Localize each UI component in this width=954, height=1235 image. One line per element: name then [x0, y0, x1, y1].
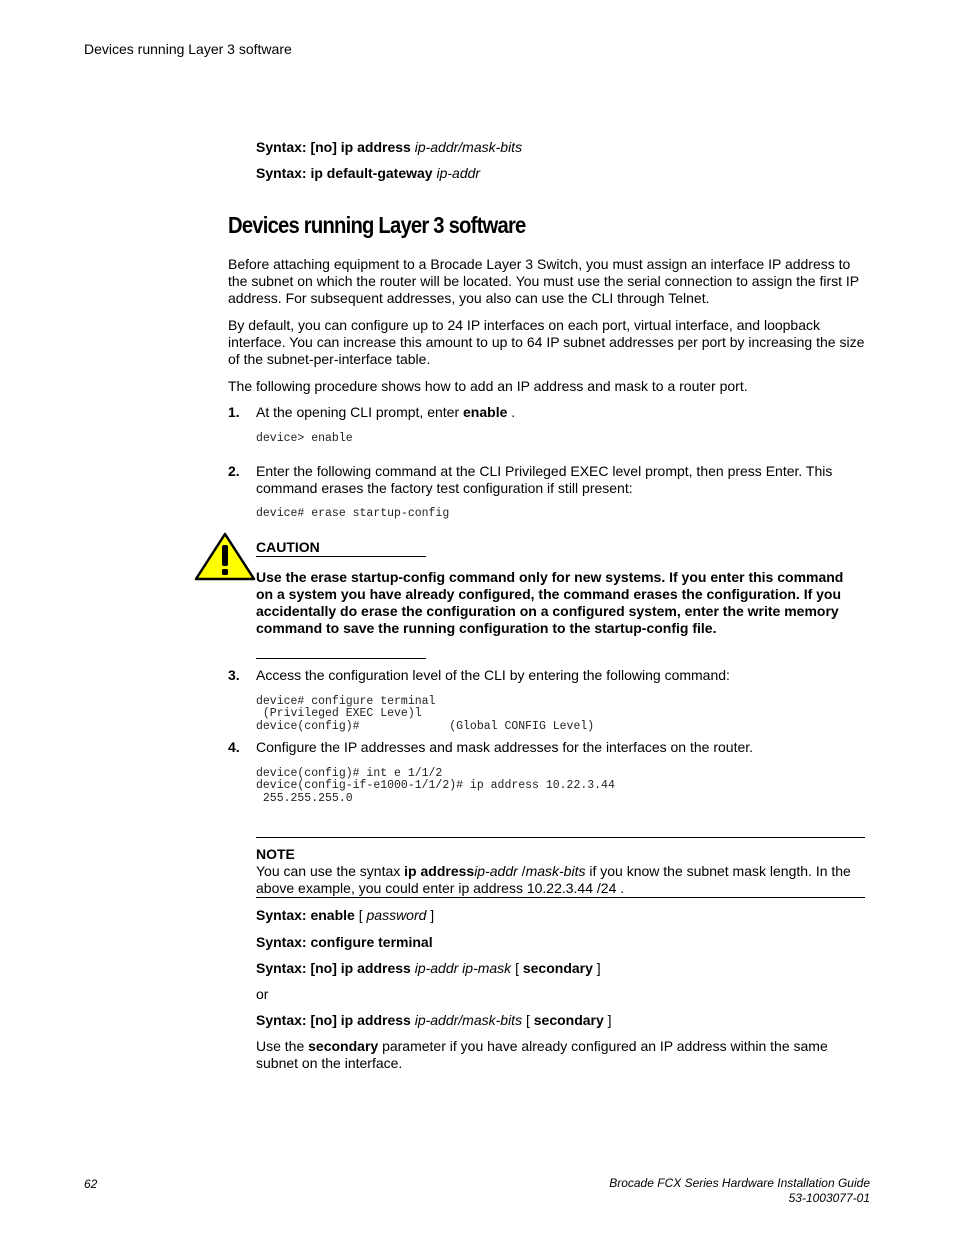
footer-doc-info — [609, 1176, 870, 1206]
intro-paragraph-1: Before attaching equipment to a Brocade Layer 3 Switch, you must assign an interface IP address to the subnet on which the router will be located. You must use the serial connection to assign the first IP address. For subsequent addresses, you also can use the CLI through Telnet. — [228, 256, 859, 306]
para-keyword: secondary — [308, 1038, 379, 1054]
para-text: parameter if you have already configured an IP address within the same subnet on the interface. — [256, 1038, 828, 1071]
running-head: Devices running Layer 3 software — [84, 41, 292, 57]
note-bottom-rule — [256, 897, 865, 898]
syntax-param: password — [366, 907, 427, 923]
step-number: 2. — [228, 463, 240, 479]
intro-paragraph-2: By default, you can configure up to 24 IP interfaces on each port, virtual interface, and loopback interface. You can increase this amount to up to 64 IP subnet addresses per port by increasing the size of the subnet-per-interface table. — [228, 317, 865, 367]
syntax-param: ip-addr/mask-bits — [414, 1012, 523, 1028]
caution-body: Use the erase startup-config command only for new systems. If you enter this command on a system you have already configured, the command erases the configuration. If you accidentally do erase the configuration on a configured system, enter the write memory command to save the running configuration to the startup-config file. — [256, 569, 844, 636]
syntax-param: ip-addr — [436, 165, 481, 181]
syntax-keyword: secondary — [522, 960, 593, 976]
syntax-keyword: Syntax: [no] ip address — [256, 1012, 415, 1028]
caution-bottom-rule — [256, 658, 426, 659]
syntax-line-enable — [256, 907, 434, 924]
step-1-text — [256, 404, 856, 421]
syntax-keyword: Syntax: ip default-gateway — [256, 165, 437, 181]
note-text: You can use the syntax — [256, 863, 405, 879]
step-number: 3. — [228, 667, 240, 683]
step-text-part: At the opening CLI prompt, enter — [256, 404, 464, 420]
syntax-bracket: ] — [592, 960, 601, 976]
syntax-bracket: [ — [511, 960, 523, 976]
footer-doc-number: 53-1003077-01 — [788, 1191, 870, 1205]
intro-paragraph-3: The following procedure shows how to add an IP address and mask to a router port. — [228, 378, 748, 394]
code-block-step-4: device(config)# int e 1/1/2 device(config-if-e1000-1/1/2)# ip address 10.22.3.44 255.255.255.0 — [256, 767, 615, 805]
secondary-parameter-paragraph — [256, 1038, 856, 1072]
syntax-keyword: Syntax: enable — [256, 907, 355, 923]
caution-title: CAUTION — [256, 539, 320, 555]
syntax-keyword: Syntax: [no] ip address — [256, 960, 415, 976]
syntax-keyword: secondary — [533, 1012, 604, 1028]
code-block-step-2: device# erase startup-config — [256, 507, 450, 520]
code-block-step-3: device# configure terminal (Privileged EXEC Leve)l device(config)# (Global CONFIG Level) — [256, 695, 595, 733]
syntax-line-ip-address-mask — [256, 960, 601, 977]
step-3-text: Access the configuration level of the CLI by entering the following command: — [256, 667, 730, 683]
step-4-text: Configure the IP addresses and mask addresses for the interfaces on the router. — [256, 739, 754, 755]
warning-triangle-icon — [193, 531, 257, 581]
or-text: or — [256, 986, 269, 1002]
syntax-keyword: Syntax: [no] ip address — [256, 139, 415, 155]
syntax-bracket: [ — [354, 907, 367, 923]
syntax-bracket: ] — [603, 1012, 612, 1028]
step-command: enable — [463, 404, 508, 420]
syntax-line-ip-address-bits — [256, 1012, 612, 1029]
syntax-keyword: Syntax: configure terminal — [256, 934, 433, 950]
note-title: NOTE — [256, 846, 295, 862]
step-number: 4. — [228, 739, 240, 755]
footer-doc-title: Brocade FCX Series Hardware Installation Guide — [609, 1176, 870, 1190]
note-param: mask-bits — [525, 863, 586, 879]
note-text: / — [517, 863, 526, 879]
syntax-line-default-gateway — [256, 165, 480, 182]
syntax-line-ip-address — [256, 139, 522, 156]
note-body — [256, 863, 861, 897]
code-block-step-1: device> enable — [256, 432, 353, 445]
syntax-bracket: [ — [522, 1012, 534, 1028]
step-text-part: . — [507, 404, 516, 420]
step-2-text: Enter the following command at the CLI Privileged EXEC level prompt, then press Enter. This command erases the factory test configuration if still present: — [256, 463, 833, 496]
section-heading: Devices running Layer 3 software — [228, 212, 526, 238]
step-number: 1. — [228, 404, 240, 420]
syntax-param: ip-addr/mask-bits — [414, 139, 523, 155]
syntax-line-configure-terminal — [256, 934, 433, 951]
note-command: ip address — [404, 863, 475, 879]
note-text: if you know the subnet mask length. In the above example, you could enter ip address 10.22.3.44 /24 . — [256, 863, 851, 896]
note-param: ip-addr — [474, 863, 518, 879]
syntax-param: ip-addr ip-mask — [414, 960, 512, 976]
note-top-rule — [256, 837, 865, 838]
para-text: Use the — [256, 1038, 309, 1054]
syntax-bracket: ] — [426, 907, 435, 923]
page-number: 62 — [84, 1177, 98, 1191]
caution-top-rule — [256, 556, 426, 557]
